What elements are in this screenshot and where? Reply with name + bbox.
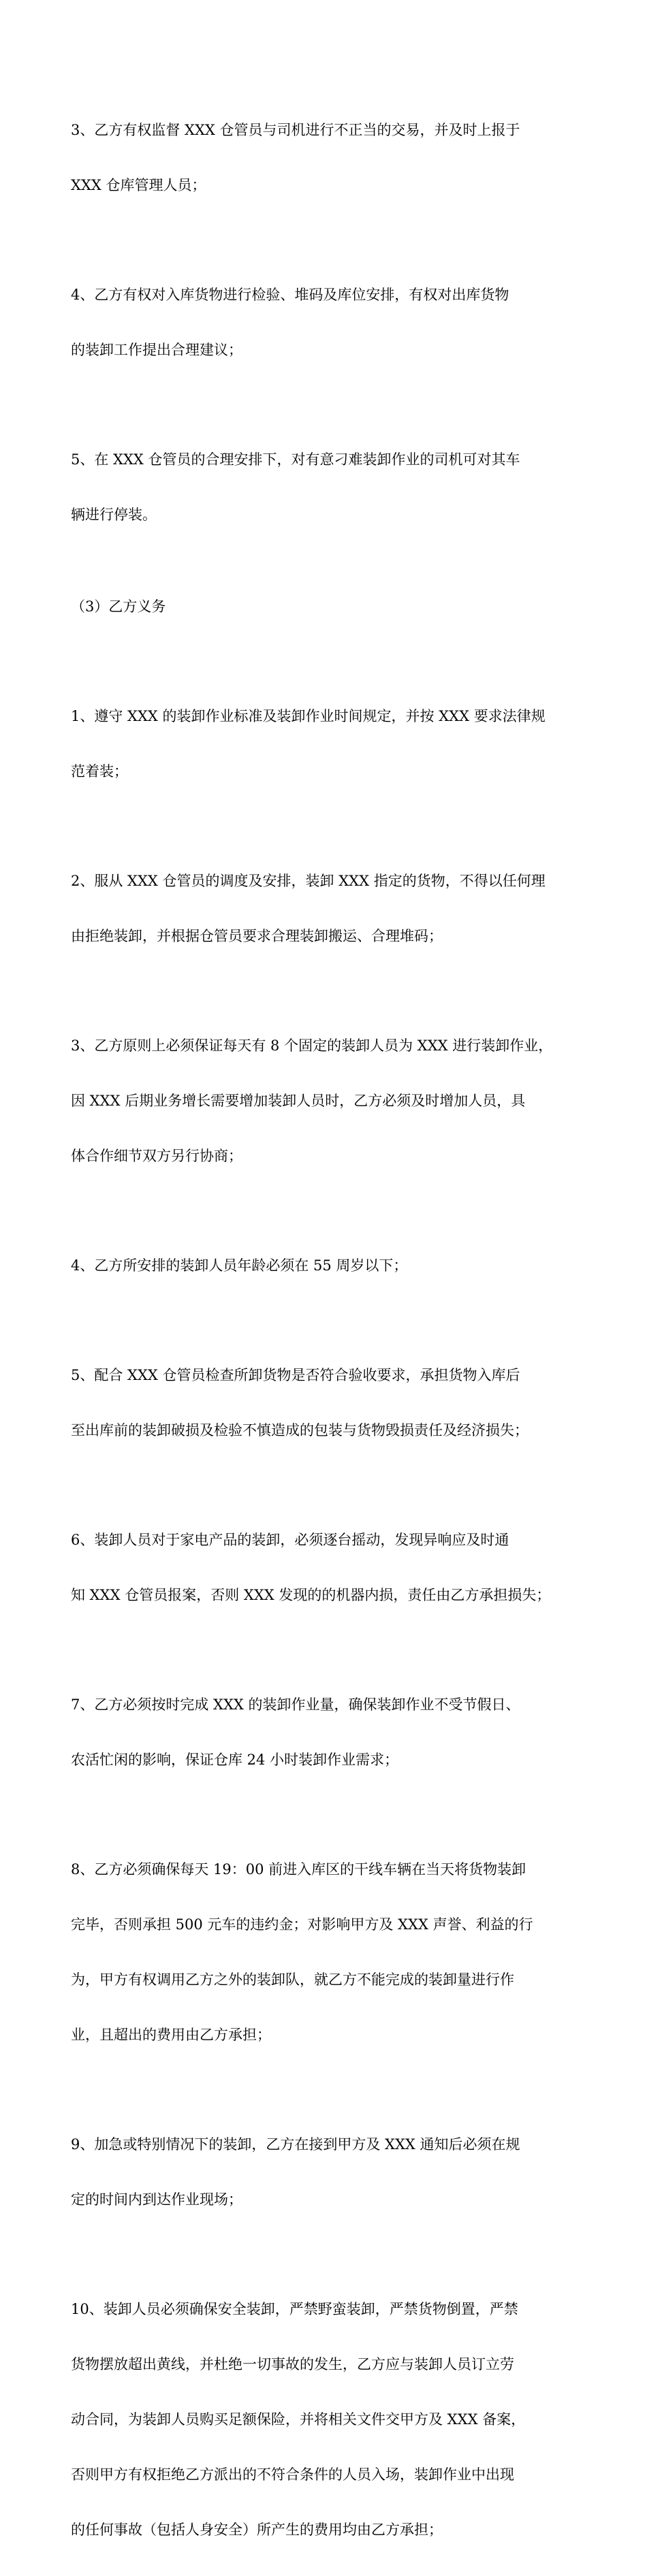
- text-line: 2、服从 XXX 仓管员的调度及安排，装卸 XXX 指定的货物，不得以任何理: [71, 873, 546, 889]
- text-line: 辆进行停装。: [71, 506, 157, 523]
- text-line: 至出库前的装卸破损及检验不慎造成的包装与货物毁损责任及经济损失；: [71, 1422, 528, 1438]
- section-heading-obligations: [71, 561, 583, 653]
- text-line: 动合同，为装卸人员购买足额保险，并将相关文件交甲方及 XXX 备案，: [71, 2411, 526, 2428]
- text-line: 7、乙方必须按时完成 XXX 的装卸作业量，确保装卸作业不受节假日、: [71, 1696, 520, 1713]
- paragraph-right-4: [71, 249, 583, 396]
- text-line: 否则甲方有权拒绝乙方派出的不符合条件的人员入场，装卸作业中出现: [71, 2466, 514, 2483]
- text-line: （3）乙方义务: [71, 598, 166, 615]
- text-line: 知 XXX 仓管员报案，否则 XXX 发现的的机器内损，责任由乙方承担损失；: [71, 1587, 551, 1603]
- text-line: 完毕，否则承担 500 元车的违约金；对影响甲方及 XXX 声誉、利益的行: [71, 1916, 533, 1933]
- paragraph-duty-7: [71, 1659, 583, 1806]
- paragraph-duty-2: [71, 835, 583, 982]
- paragraph-duty-8: [71, 1824, 583, 2081]
- text-line: 4、乙方有权对入库货物进行检验、堆码及库位安排，有权对出库货物: [71, 287, 509, 303]
- text-line: 范着装；: [71, 763, 128, 779]
- text-line: 3、乙方原则上必须保证每天有 8 个固定的装卸人员为 XXX 进行装卸作业，: [71, 1037, 553, 1054]
- document-body: [71, 84, 583, 2576]
- text-line: 10、装卸人员必须确保安全装卸，严禁野蛮装卸，严禁货物倒置，严禁: [71, 2301, 518, 2317]
- text-line: 为，甲方有权调用乙方之外的装卸队，就乙方不能完成的装卸量进行作: [71, 1971, 514, 1988]
- paragraph-duty-1: [71, 671, 583, 818]
- paragraph-duty-5: [71, 1330, 583, 1477]
- text-line: 货物摆放超出黄线，并杜绝一切事故的发生，乙方应与装卸人员订立劳: [71, 2356, 514, 2372]
- text-line: 8、乙方必须确保每天 19：00 前进入库区的干线车辆在当天将货物装卸: [71, 1861, 526, 1878]
- text-line: 3、乙方有权监督 XXX 仓管员与司机进行不正当的交易，并及时上报于: [71, 122, 520, 138]
- text-line: 的任何事故（包括人身安全）所产生的费用均由乙方承担；: [71, 2522, 443, 2538]
- text-line: 业，且超出的费用由乙方承担；: [71, 2027, 271, 2043]
- text-line: XXX 仓库管理人员；: [71, 177, 206, 193]
- text-line: 农活忙闲的影响，保证仓库 24 小时装卸作业需求；: [71, 1752, 399, 1768]
- text-line: 5、配合 XXX 仓管员检查所卸货物是否符合验收要求，承担货物入库后: [71, 1367, 520, 1383]
- paragraph-duty-3: [71, 1000, 583, 1202]
- text-line: 的装卸工作提出合理建议；: [71, 342, 242, 358]
- text-line: 定的时间内到达作业现场；: [71, 2191, 242, 2208]
- text-line: 5、在 XXX 仓管员的合理安排下，对有意刁难装卸作业的司机可对其车: [71, 451, 520, 468]
- text-line: 由拒绝装卸，并根据仓管员要求合理装卸搬运、合理堆码；: [71, 928, 443, 944]
- paragraph-duty-10: [71, 2264, 583, 2576]
- text-line: 6、装卸人员对于家电产品的装卸，必须逐台摇动，发现异响应及时通: [71, 1532, 509, 1548]
- paragraph-duty-9: [71, 2099, 583, 2246]
- paragraph-duty-4: [71, 1220, 583, 1312]
- text-line: 4、乙方所安排的装卸人员年龄必须在 55 周岁以下；: [71, 1257, 408, 1274]
- paragraph-right-3: [71, 84, 583, 231]
- text-line: 1、遵守 XXX 的装卸作业标准及装卸作业时间规定，并按 XXX 要求法律规: [71, 708, 546, 724]
- text-line: 9、加急或特别情况下的装卸，乙方在接到甲方及 XXX 通知后必须在规: [71, 2136, 520, 2153]
- text-line: 因 XXX 后期业务增长需要增加装卸人员时，乙方必须及时增加人员，具: [71, 1093, 526, 1109]
- paragraph-right-5: [71, 414, 583, 561]
- text-line: 体合作细节双方另行协商；: [71, 1148, 242, 1164]
- paragraph-duty-6: [71, 1494, 583, 1641]
